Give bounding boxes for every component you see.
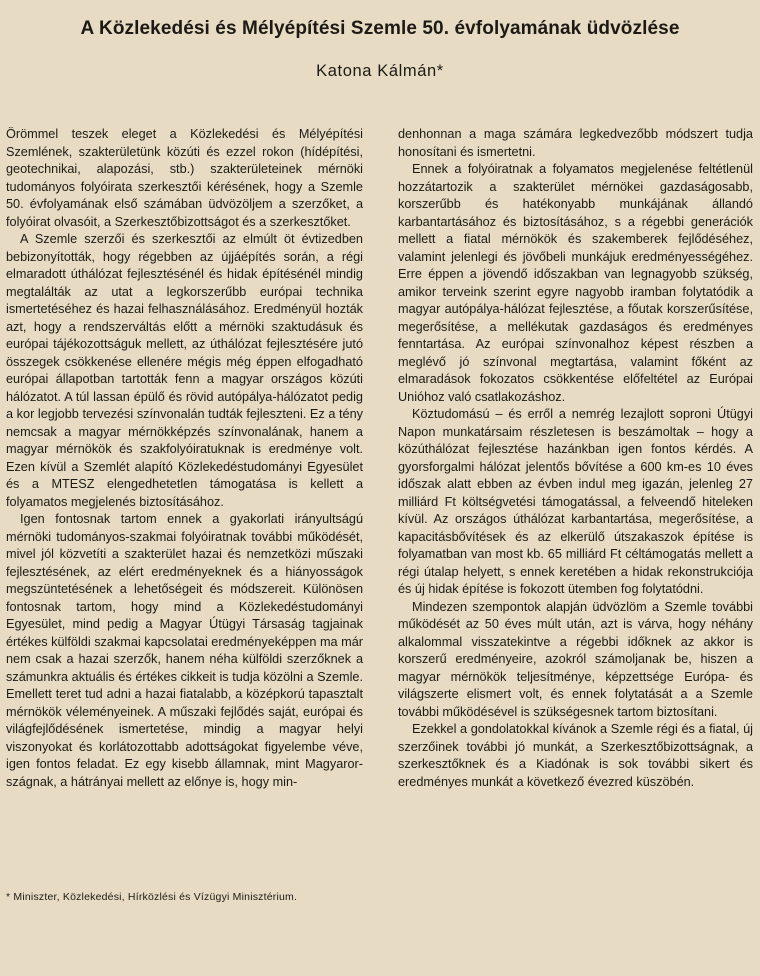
paragraph: A Szemle szerzői és szerkesztői az elmúlt öt évtizedben bebizonyították, hogy régebben az újjáépítés során, a régi elmaradott úthálózat fejlesztésénél és hidak építésénél mindig megtalálták az utat a legkorszerűbb európai technika ismertetéséhez és hazai felhasználásához. Eredményül hozták azt, hogy a rendszerváltás előtt a mérnöki szaktudásuk és európai tájékozottságuk mellett, az úthálózat fejlesztésére jutó összegek csökkenése ellenére mégis még éppen elfogadható európai állapotban tartották fenn a magyar országos közúti hálózatot. A túl lassan épülő és rövid autópálya-hálózatot pedig a kor legjobb tervezési színvonalán tudták fejleszteni. Ez a tény nemcsak a magyar mérnökképzés színvonalának, hanem a magyar mérnökök és szakfolyóiratuknak is eredménye volt. Ezen kívül a Szemlét alapító Közlekedéstudományi Egyesület és a MTESZ elengedhetetlen támogatása is kellett a folyamatos megjelenés biztosításához.: [6, 232, 363, 509]
left-column: [6, 126, 363, 791]
right-column: [398, 126, 753, 791]
article-author: Katona Kálmán*: [316, 62, 444, 80]
paragraph: Köztudomású – és erről a nemrég lezajlott soproni Útügyi Napon munkatársaim részletesen is beszámoltak – hogy a közúthálózat fejlesztése hazánkban igen fontos kérdés. A gyorsforgalmi hálózat jelentős bővítése a 600 km-es 10 éves időszak alatt ebben az évben indul meg igazán, jelenleg 27 milliárd Ft költségvetési támogatással, a felveendő hiteleken kívül. Az országos úthálózat karbantartása, megerősítése, a kapacitásbővítések és az elkerülő útszakaszok építése is folyamatban van most kb. 65 milliárd Ft céltámogatás mellett a régi útalap helyett, s ennek keretében a hidak rekonstrukciója és új hidak építése is fokozott ütemben fog folytatódni.: [398, 407, 753, 596]
footnote: * Miniszter, Közlekedési, Hírközlési és Vízügyi Minisztérium.: [6, 891, 298, 903]
article-title: A Közlekedési és Mélyépítési Szemle 50. évfolyamának üdvözlése: [80, 18, 680, 39]
paragraph: Igen fontosnak tartom ennek a gyakorlati irányultságú mérnöki tudományos-szakmai folyóiratnak további működését, mivel jól közvetíti a szakterület hazai és nemzetközi műszaki fejlesztésének, az elért eredményeknek és a hiányosságok megszüntetésének a lehetőségeit és módszereit. Különösen fontosnak tartom, hogy mind a Közlekedéstudományi Egyesület, mind pedig a Magyar Útügyi Társaság tagjainak értékes külföldi szakmai kapcsolatai eredményeképpen ma már nem csak a hazai szerzők, hanem néha külföldi szerzőknek a számunkra aktuális és értékes cikkeit is tudja közölni a Szemle. Emellett teret tud adni a hazai fiatalabb, a középkorú tapasztalt mérnökök véleményeinek. A műszaki fejlődés saját, európai és világfejlődésének ismertetése, mindig a magyar helyi viszonyokat és korlátozottabb adottságokat figyelembe véve, igen fontos feladat. Ez egy kisebb államnak, mint Magyarországnak, a hátrányai mellett az előnye is, hogy min-: [6, 512, 363, 789]
paragraph: Ezekkel a gondolatokkal kívánok a Szemle régi és a fiatal, új szerzőinek további jó munkát, a Szerkesztőbizottságnak, a szerkesztőknek és a Kiadónak is sok további sikert és eredményes munkát a következő évezred küszöbén.: [398, 722, 753, 789]
paragraph: Mindezen szempontok alapján üdvözlöm a Szemle további működését az 50 éves múlt után, azt is várva, hogy néhány alkalommal visszatekintve a régebbi időknek az akkor is korszerű eredményeire, azokról számoljanak be, hiszen a magyar mérnökök teljesítménye, képzettsége Európa- és világszerte elismert volt, és ennek folytatását a a Szemle további működésével is szükségesnek tartom biztosítani.: [398, 599, 753, 719]
paragraph: Ennek a folyóiratnak a folyamatos megjelenése feltétlenül hozzátartozik a szakterület mérnökei gazdaságosabb, korszerűbb és hatékonyabb munkájának állandó karbantartásához és biztosításához, s a régebbi generációk mellett a fiatal mérnökök és szakemberek fejlődéséhez, valamint jelenlegi és jövőbeli munkájuk eredményességéhez. Erre éppen a jövendő időszakban van legnagyobb szükség, amikor terveink szerint egyre nagyobb iramban folytatódik a magyar autópálya-hálózat fejlesztése, a főutak korszerűsítése, megerősítése, a mellékutak gazdaságos és eredményes fenntartása. Az európai színvonalhoz képest részben a meglévő jó színvonal megtartása, valamint főként az elmaradások fokozatos csökkentése előfeltétel az Európai Unióhoz való csatlakozáshoz.: [398, 162, 753, 404]
paragraph: Örömmel teszek eleget a Közlekedési és Mélyépítési Szemlének, szakterületünk közúti és ezzel rokon (hídépítési, geotechnikai, alapozási, stb.) szakterületeinek mérnöki tudományos folyóirata szerkesztői kérésének, hogy a Szemle 50. évfolyamának első számában üdvözöljem a szerzőket, a folyóirat olvasóit, a Szerkesztőbizottságot és a szerkesztőket.: [6, 127, 363, 229]
paragraph: denhonnan a maga számára legkedvezőbb módszert tudja honosítani és ismertetni.: [398, 127, 753, 159]
